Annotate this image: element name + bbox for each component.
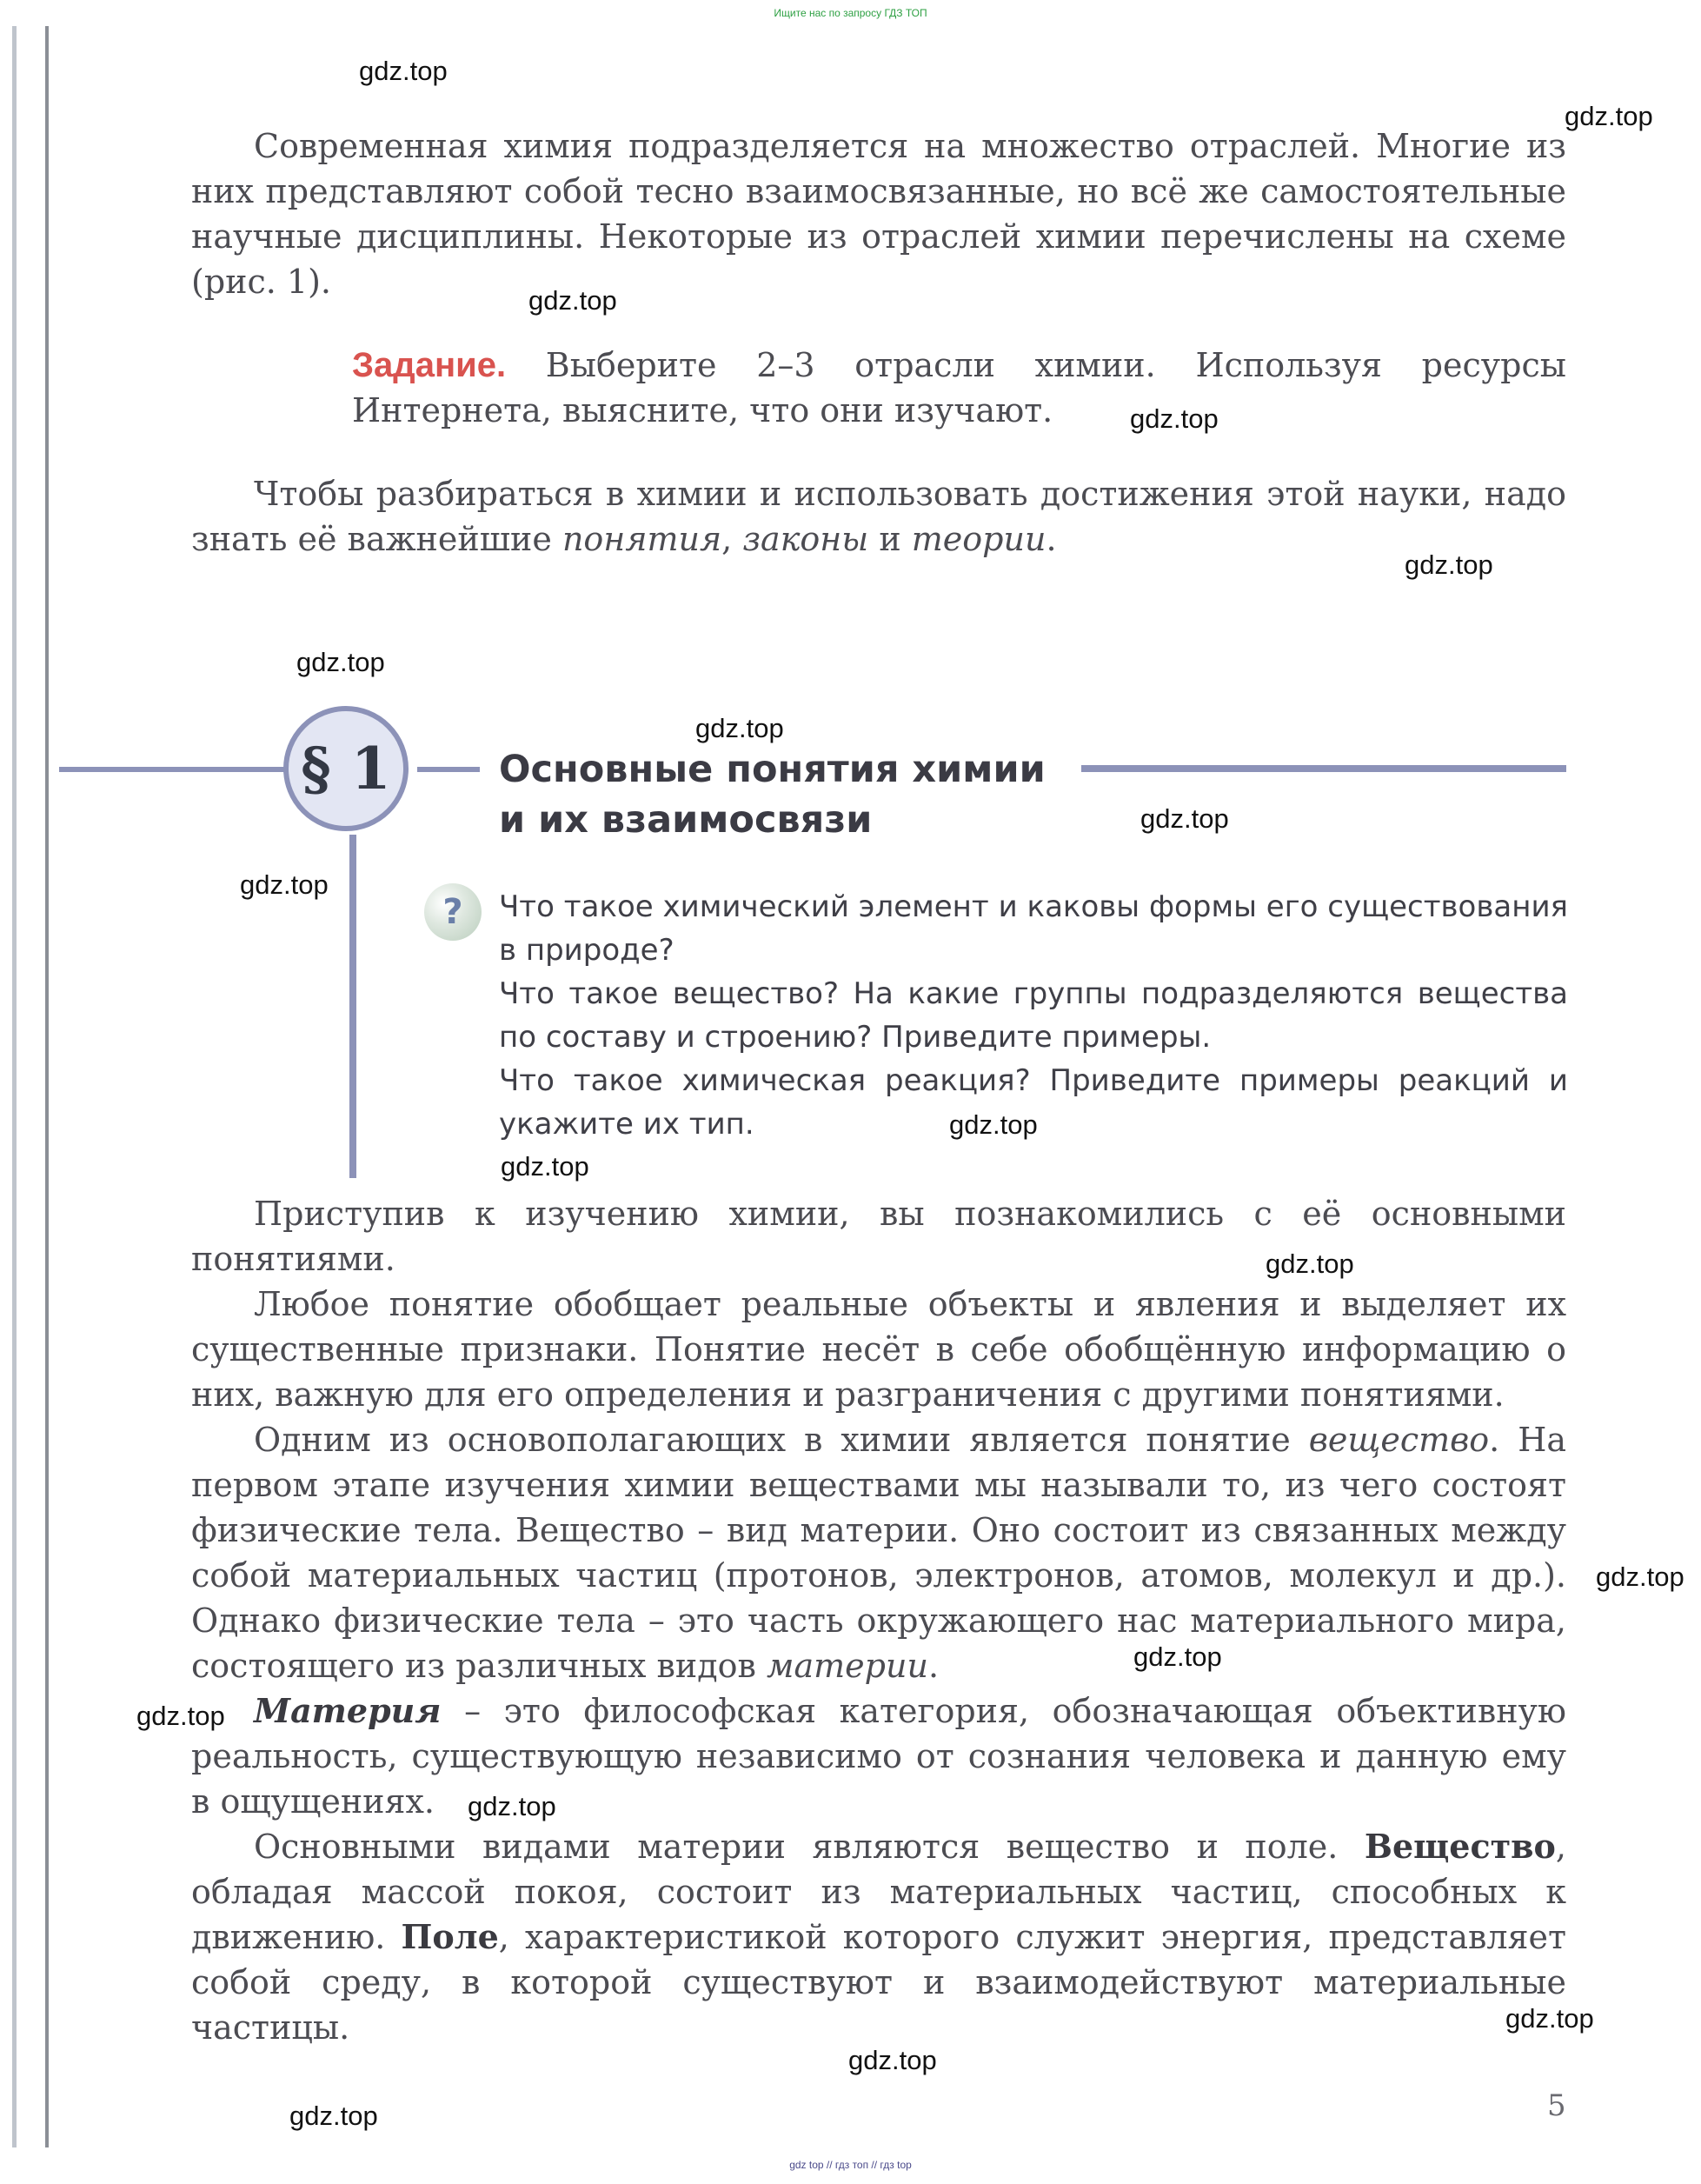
watermark: gdz.top: [528, 285, 617, 316]
watermark: gdz.top: [1133, 1641, 1222, 1672]
question-item: Что такое химический элемент и каковы формы его существования в природе?: [499, 889, 1568, 968]
concepts-paragraph: [191, 471, 1566, 562]
page-binding-edge: [12, 26, 17, 2147]
p3-start: Одним из основополагающих в химии является понятие: [254, 1421, 1309, 1459]
term-theories: теории: [911, 520, 1047, 558]
watermark: gdz.top: [1565, 101, 1653, 131]
watermark: gdz.top: [848, 2045, 937, 2075]
concepts-text: Чтобы разбираться в химии и использовать достижения этой науки, надо знать её важнейшие: [191, 475, 1566, 558]
body-text: [191, 1191, 1566, 2050]
top-banner: Ищите нас по запросу ГДЗ ТОП: [774, 7, 927, 19]
section-number-badge: [283, 706, 409, 831]
watermark: gdz.top: [1505, 2003, 1594, 2034]
p4-rest: – это философская категория, обозначающая объективную реальность, существующую независимо от сознания человека и данную ему в ощущениях.: [191, 1692, 1566, 1821]
p5-mid: , обладая массой покоя, состоит из материальных частиц, способных к движению.: [191, 1828, 1566, 1956]
body-paragraph-2: Любое понятие обобщает реальные объекты и явления и выделяет их существенные признаки. Понятие несёт в себе обобщённую информацию о них, важную для его определения и разграничения с другими понятиями.: [191, 1285, 1566, 1414]
watermark: gdz.top: [468, 1791, 556, 1821]
section-rule-left: [59, 767, 287, 772]
intro-paragraph: [191, 123, 1566, 304]
term-laws: законы: [742, 520, 869, 558]
term-materia: Материя: [254, 1691, 442, 1730]
term-substance: вещество: [1308, 1421, 1490, 1459]
body-paragraph-1: Приступив к изучению химии, вы познакомились с её основными понятиями.: [191, 1195, 1566, 1278]
question-mark-icon: ?: [424, 883, 482, 941]
task-text: Выберите 2–3 отрасли химии. Используя ресурсы Интернета, выясните, что они изучают.: [352, 346, 1566, 429]
watermark: gdz.top: [695, 713, 784, 743]
intro-text: Современная химия подразделяется на множество отраслей. Многие из них представляют собой тесно взаимосвязанные, но всё же самостоятельные научные дисциплины. Некоторые из отраслей химии перечислены на схеме (рис. 1).: [191, 127, 1566, 301]
term-pole: Поле: [401, 1917, 499, 1956]
page-number: 5: [1547, 2088, 1566, 2123]
watermark: gdz.top: [240, 869, 329, 900]
body-paragraph-5: [191, 1824, 1566, 2050]
question-item: Что такое вещество? На какие группы подразделяются вещества по составу и строению? Приведите примеры.: [499, 976, 1568, 1055]
section-rule-mid: [417, 767, 480, 772]
and-sep: и: [868, 520, 912, 558]
section-title-line1: Основные понятия химии: [499, 748, 1046, 791]
p5-rest: , характеристикой которого служит энергия, представляет собой среду, в которой существуют и взаимодействуют материальные частицы.: [191, 1918, 1566, 2047]
section-number: § 1: [301, 735, 391, 802]
term-veshchestvo: Вещество: [1364, 1827, 1556, 1866]
watermark: gdz.top: [1405, 549, 1493, 580]
watermark: gdz.top: [136, 1701, 225, 1731]
page-spine-line: [45, 26, 49, 2147]
watermark: gdz.top: [359, 56, 448, 86]
task-label: Задание.: [352, 346, 507, 384]
watermark: gdz.top: [949, 1109, 1038, 1140]
review-questions: [499, 885, 1568, 1146]
comma-sep: ,: [721, 520, 743, 558]
section-title: [499, 744, 1046, 845]
question-item: Что такое химическая реакция? Приведите примеры реакций и укажите их тип.: [499, 1063, 1568, 1142]
term-matter: материи: [766, 1647, 928, 1685]
watermark: gdz.top: [1130, 403, 1219, 434]
body-paragraph-3: [191, 1417, 1566, 1688]
p3-rest: . На первом этапе изучения химии веществами мы называли то, из чего состоят физические тела. Вещество – вид материи. Оно состоит из связанных между собой материальных частиц (протонов, электронов, атомов, молекул и др.). Однако физические тела – это часть окружающего нас материального мира, состоящего из различных видов: [191, 1421, 1566, 1685]
watermark: gdz.top: [1266, 1248, 1354, 1279]
p3-end: .: [927, 1647, 940, 1685]
section-rule-right: [1081, 765, 1566, 772]
bottom-banner: gdz top // гдз топ // гдз top: [789, 2159, 912, 2171]
watermark: gdz.top: [296, 647, 385, 677]
p5-start: Основными видами материи являются вещество и поле.: [254, 1828, 1365, 1866]
watermark: gdz.top: [501, 1151, 589, 1182]
watermark: gdz.top: [1596, 1561, 1684, 1592]
section-vertical-rule: [349, 835, 356, 1178]
section-title-line2: и их взаимосвязи: [499, 798, 873, 842]
task-block: [352, 343, 1566, 433]
watermark: gdz.top: [1140, 803, 1229, 834]
period: .: [1046, 520, 1057, 558]
watermark: gdz.top: [289, 2101, 378, 2131]
body-paragraph-4: [191, 1688, 1566, 1824]
term-concepts: понятия: [561, 520, 722, 558]
